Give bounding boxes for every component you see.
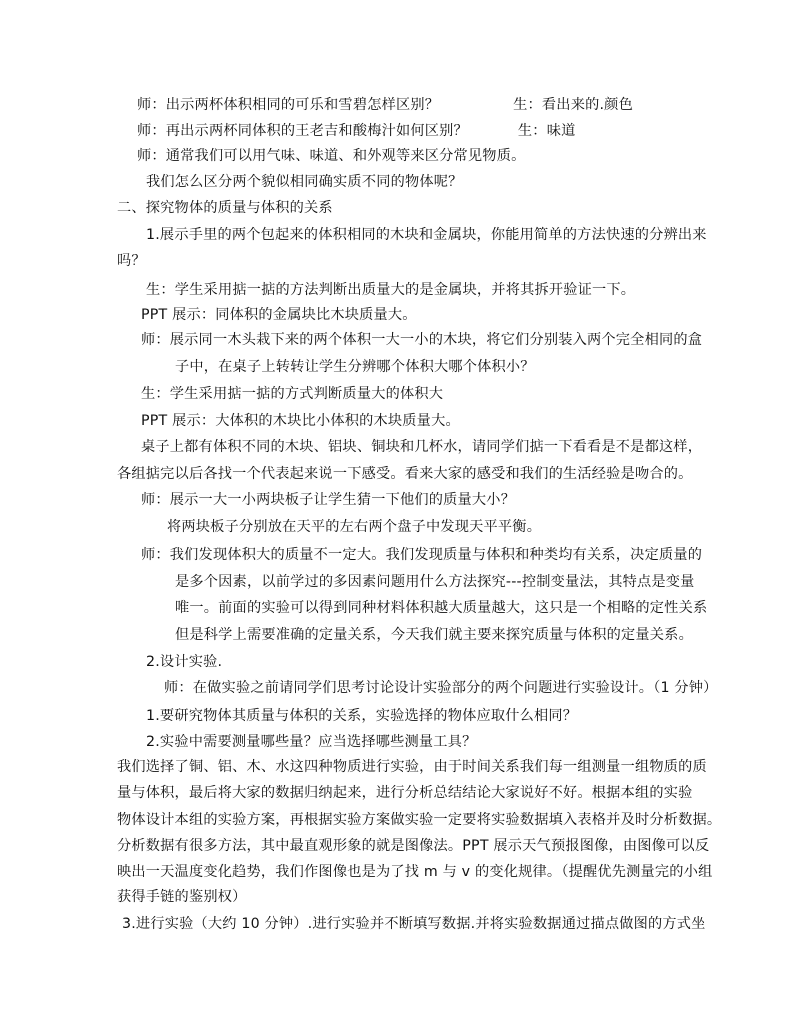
text-line: 但是科学上需要准确的定量关系，今天我们就主要来探究质量与体积的定量关系。 xyxy=(175,627,693,643)
text-line: 桌子上都有体积不同的木块、铝块、铜块和几杯水，请同学们掂一下看看是不是都这样， xyxy=(141,439,703,455)
text-line: 是多个因素，以前学过的多因素问题用什么方法探究---控制变量法，其特点是变量 xyxy=(175,574,695,590)
text-line: 唯一。前面的实验可以得到同种材料体积越大质量越大，这只是一个相略的定性关系 xyxy=(175,600,708,616)
text-line: 我们怎么区分两个貌似相同确实质不同的物体呢？ xyxy=(146,174,463,190)
teacher-question-text: 师：再出示两杯同体积的王老吉和酸梅汁如何区别？ xyxy=(137,123,468,139)
text-line: 师：展示同一木头栽下来的两个体积一大一小的木块，将它们分别装入两个完全相同的盒 xyxy=(141,332,703,348)
text-line: PPT 展示：同体积的金属块比木块质量大。 xyxy=(141,307,417,323)
student-answer-text: 生：味道 xyxy=(517,123,576,139)
text-line: 师：我们发现体积大的质量不一定大。我们发现质量与体积和种类均有关系，决定质量的 xyxy=(141,547,703,563)
text-line: 生：学生采用掂一掂的方式判断质量大的体积大 xyxy=(141,386,444,402)
text-line: 生：学生采用掂一掂的方法判断出质量大的是金属块，并将其拆开验证一下。 xyxy=(146,282,636,298)
text-line: PPT 展示：大体积的木块比小体积的木块质量大。 xyxy=(141,413,460,429)
teacher-question-text: 师：出示两杯体积相同的可乐和雪碧怎样区别？ xyxy=(137,97,440,113)
text-line: 映出一天温度变化趋势，我们作图像也是为了找 m 与 v 的变化规律。（提醒优先测量完的小组 xyxy=(117,864,713,880)
student-answer-text: 生：看出来的.颜色 xyxy=(513,97,633,113)
text-line: 吗？ xyxy=(117,253,146,269)
text-line: 量与体积，最后将大家的数据归纳起来，进行分析总结结论大家说好不好。根据本组的实验 xyxy=(117,785,693,801)
text-line: 各组掂完以后各找一个代表起来说一下感受。看来大家的感受和我们的生活经验是吻合的。 xyxy=(117,466,693,482)
text-line: 师：展示一大一小两块板子让学生猜一下他们的质量大小？ xyxy=(141,492,516,508)
text-line xyxy=(137,121,637,141)
section-heading: 二、探究物体的质量与体积的关系 xyxy=(117,200,333,216)
text-line xyxy=(137,95,637,115)
text-line: 1.展示手里的两个包起来的体积相同的木块和金属块，你能用简单的方法快速的分辨出来 xyxy=(146,227,707,243)
text-line: 物体设计本组的实验方案，再根据实验方案做实验一定要将实验数据填入表格并及时分析数据。 xyxy=(117,812,722,828)
text-line: 我们选择了铜、铝、木、水这四种物质进行实验，由于时间关系我们每一组测量一组物质的质 xyxy=(117,759,707,775)
text-line: 2.实验中需要测量哪些量？应当选择哪些测量工具？ xyxy=(146,734,477,750)
text-line: 分析数据有很多方法，其中最直观形象的就是图像法。PPT 展示天气预报图像，由图像可以反 xyxy=(117,838,710,854)
text-line: 3.进行实验（大约 10 分钟）.进行实验并不断填写数据.并将实验数据通过描点做图的方式坐 xyxy=(122,916,706,932)
text-line: 子中，在桌子上转转让学生分辨哪个体积大哪个体积小？ xyxy=(175,359,535,375)
text-line: 将两块板子分别放在天平的左右两个盘子中发现天平平衡。 xyxy=(167,519,542,535)
text-line: 获得手链的鉴别权） xyxy=(117,889,247,905)
text-line: 师：在做实验之前请同学们思考讨论设计实验部分的两个问题进行实验设计。（1 分钟） xyxy=(164,680,718,696)
text-line: 1.要研究物体其质量与体积的关系，实验选择的物体应取什么相同？ xyxy=(146,708,578,724)
text-line: 师：通常我们可以用气味、味道、和外观等来区分常见物质。 xyxy=(137,148,526,164)
text-line: 2.设计实验. xyxy=(146,654,223,670)
